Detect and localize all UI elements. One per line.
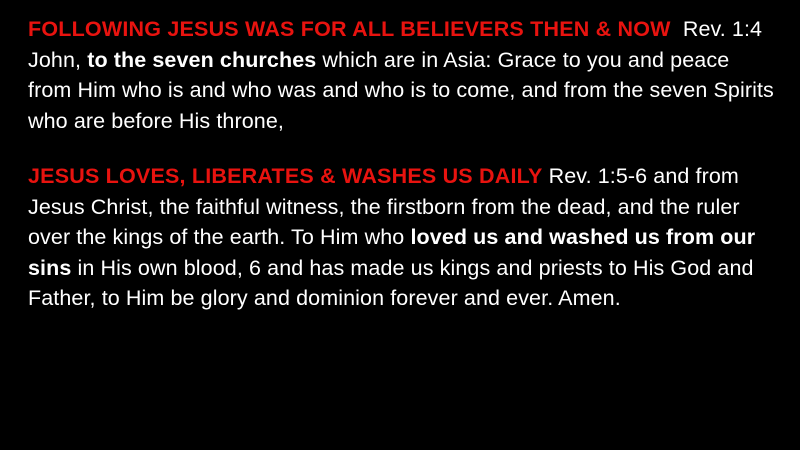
block-2-text: in His own blood, 6 and has made us kings and priests to His God and Father, to Him be glory and dominion forever and ever. Amen. xyxy=(28,255,754,311)
scripture-block-1 xyxy=(28,14,774,136)
block-1-reference: Rev. 1:4 John, xyxy=(28,17,763,72)
block-2-bold-phrase: loved us and washed us from our sins xyxy=(28,225,756,280)
block-2-reference: Rev. 1:5-6 and from Jesus Christ, the faithful witness, the firstborn from the dead, and the ruler over the kings of the earth. To Him who xyxy=(28,164,740,250)
scripture-block-2 xyxy=(28,161,774,314)
block-2-heading: JESUS LOVES, LIBERATES & WASHES US DAILY xyxy=(28,164,543,189)
block-1-heading: FOLLOWING JESUS WAS FOR ALL BELIEVERS THEN & NOW xyxy=(28,17,671,41)
block-1-bold-phrase: to the seven churches xyxy=(87,47,317,72)
block-1-heading-gap xyxy=(671,17,683,41)
block-1-text: which are in Asia: Grace to you and peace from Him who is and who was and who is to come, and from the seven Spirits who are before His throne, xyxy=(28,47,774,133)
